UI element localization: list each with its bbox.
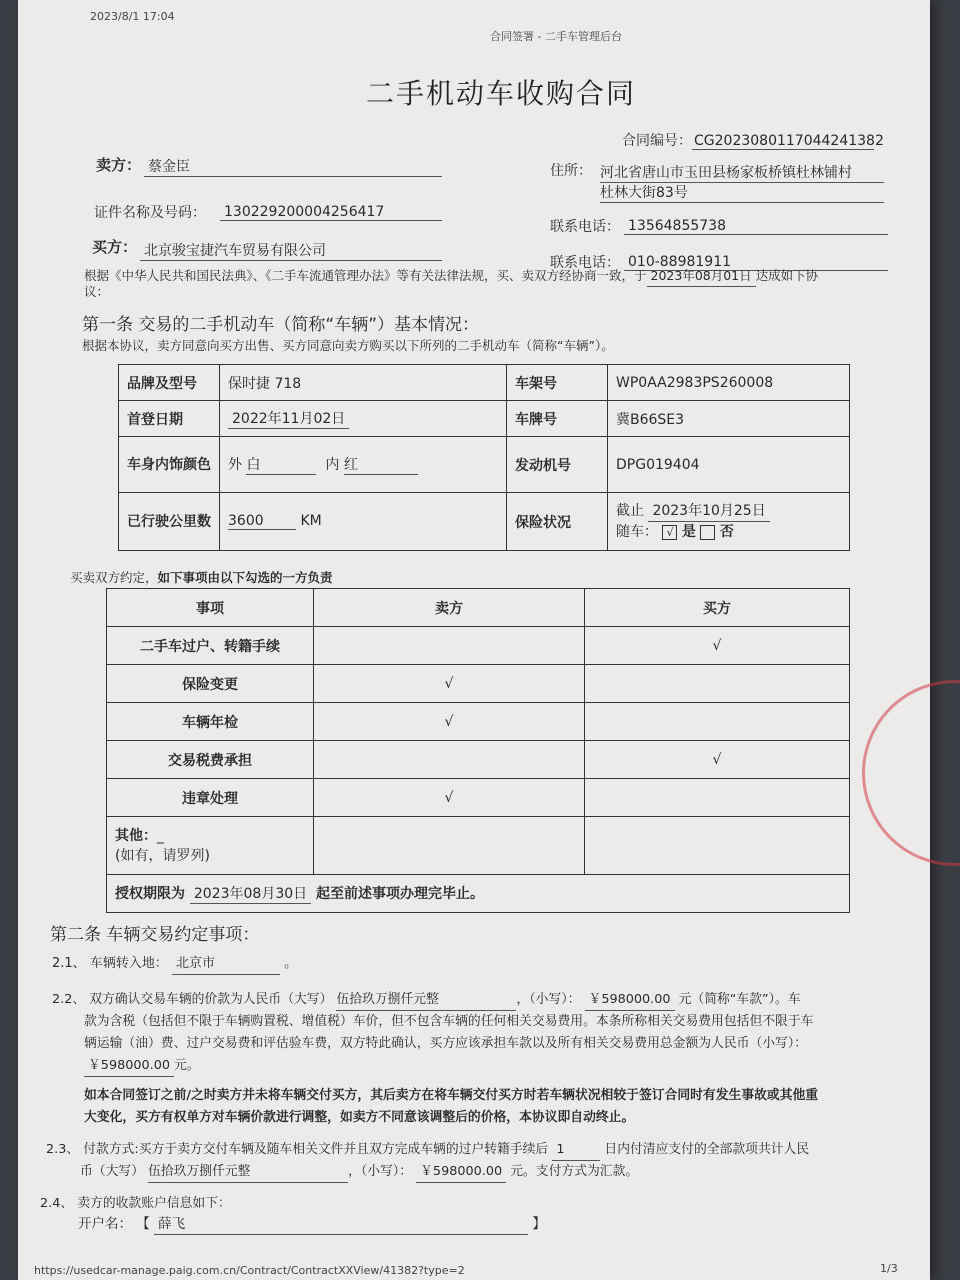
insurance-until: 2023年10月25日 (648, 501, 769, 522)
preamble-text-end: 达成如下协 (755, 268, 819, 283)
clause-2-3-line1 (46, 1140, 809, 1161)
table-row (107, 627, 850, 665)
vehicle-info-table (118, 364, 850, 551)
duty-seller-mark: √ (314, 779, 585, 817)
preamble-text: 根据《中华人民共和国民法典》、《二手车流通管理办法》等有关法律法规，买、卖双方经协商一致，于 (84, 268, 647, 283)
print-timestamp: 2023/8/1 17:04 (90, 10, 175, 23)
clause-2-2-line1 (52, 990, 801, 1011)
total-amount: ￥598000.00 (84, 1056, 174, 1077)
bracket-close: 】 (532, 1216, 546, 1232)
mileage-value: 3600 (228, 513, 296, 530)
duties-intro-b: 如下事项由以下勾选的一方负责 (157, 570, 333, 585)
insurance-yes-label: 是 (681, 524, 696, 540)
seller-address-line2: 杜林大街83号 (600, 182, 884, 203)
clause-text: ，（小写）： (516, 992, 581, 1007)
duty-buyer-mark (585, 703, 850, 741)
account-name-value: 薛飞 (154, 1214, 528, 1235)
insurance-no-label: 否 (719, 524, 734, 540)
auth-period-cell (107, 875, 850, 913)
duty-seller-mark (314, 741, 585, 779)
page-number: 1/3 (880, 1262, 898, 1275)
plate-label: 车牌号 (507, 401, 608, 437)
reg-date-label: 首登日期 (119, 401, 220, 437)
duty-item: 二手车过户、转籍手续 (107, 627, 314, 665)
col-buyer: 买方 (585, 589, 850, 627)
reg-date-value: 2022年11月02日 (228, 408, 349, 429)
clause-2-2-line4 (84, 1056, 200, 1077)
col-seller: 卖方 (314, 589, 585, 627)
duty-item: 交易税费承担 (107, 741, 314, 779)
clause-2-2-line2: 款为含税（包括但不限于车辆购置税、增值税）车价，但不包含车辆的任何相关交易费用。本条所称相关交易费用包括但不限于车 (84, 1014, 814, 1029)
preamble-line1 (84, 266, 818, 287)
clause-text: 付款方式:买方于卖方交付车辆及随车相关文件并且双方完成车辆的过户转籍手续后 (83, 1142, 549, 1157)
brand-label: 品牌及型号 (119, 365, 220, 401)
duty-seller-mark: √ (314, 665, 585, 703)
mileage-cell (220, 493, 507, 551)
buyer-phone-label: 联系电话： (550, 255, 620, 271)
clause-end: 。 (284, 956, 298, 971)
clause-text: 双方确认交易车辆的价款为人民币（大写） (89, 992, 333, 1007)
clause-no: 2.4、 (40, 1196, 74, 1211)
clause-text: 元。 (174, 1058, 200, 1073)
clause-no: 2.1、 (52, 956, 86, 971)
clause-text: ，（小写）： (348, 1164, 413, 1179)
article1-intro: 根据本协议，卖方同意向买方出售、买方同意向卖方购买以下所列的二手机动车（简称“车辆”）。 (82, 338, 614, 353)
duty-buyer-mark (585, 665, 850, 703)
auth-end: 起至前述事项办理完毕止。 (316, 886, 485, 902)
seller-id-label: 证件名称及号码： (94, 205, 206, 221)
table-row (107, 779, 850, 817)
other-label: 其他： (115, 827, 157, 844)
adjustment-clause-line2: 大变化，买方有权单方对车辆价款进行调整，如卖方不同意该调整后的价格，本协议即自动终止。 (84, 1110, 635, 1125)
exterior-color: 白 (246, 454, 316, 475)
seller-phone-value: 13564855738 (624, 218, 888, 235)
contract-no-label: 合同编号： (622, 133, 692, 149)
clause-2-4 (40, 1194, 231, 1214)
payment-uppercase: 伍拾玖万捌仟元整 (148, 1162, 348, 1183)
vin-label: 车架号 (507, 365, 608, 401)
page-url: https://usedcar-manage.paig.com.cn/Contract/ContractXXView/41382?type=2 (34, 1264, 465, 1277)
agreement-date: 2023年08月01日 (647, 266, 756, 287)
price-lowercase: ￥598000.00 (585, 990, 675, 1011)
duty-item: 违章处理 (107, 779, 314, 817)
other-seller (314, 817, 585, 875)
table-row (107, 703, 850, 741)
insurance-label: 保险状况 (507, 493, 608, 551)
color-label: 车身内饰颜色 (119, 437, 220, 493)
exterior-prefix: 外 (228, 457, 242, 473)
duty-item: 保险变更 (107, 665, 314, 703)
account-name-label: 开户名： (78, 1216, 132, 1232)
clause-text: 车辆转入地： (89, 956, 168, 971)
mileage-unit: KM (300, 513, 322, 529)
seller-address-line1: 河北省唐山市玉田县杨家板桥镇杜林铺村 (600, 162, 884, 183)
auth-date: 2023年08月30日 (190, 883, 311, 904)
duty-buyer-mark: √ (585, 741, 850, 779)
clause-no: 2.3、 (46, 1142, 80, 1157)
seller-phone-label: 联系电话： (550, 219, 620, 235)
clause-text: 日内付清应支付的全部款项共计人民 (604, 1142, 810, 1157)
other-value: _ (157, 827, 164, 844)
clause-2-3-line2 (80, 1162, 638, 1183)
insurance-no-checkbox (700, 525, 715, 540)
adjustment-clause-line1: 如本合同签订之前/之时卖方并未将车辆交付买方，其后卖方在将车辆交付买方时若车辆状况相较于签订合同时有发生事故或其他重 (84, 1088, 819, 1103)
duties-intro (70, 568, 333, 586)
clause-text: 元（简称“车款”）。车 (678, 992, 801, 1007)
vin-value: WP0AA2983PS260008 (608, 365, 850, 401)
transfer-city: 北京市 (172, 954, 280, 975)
seller-label: 卖方： (96, 156, 142, 174)
duties-table (106, 588, 850, 913)
clause-2-1 (52, 954, 297, 975)
engine-label: 发动机号 (507, 437, 608, 493)
insurance-cell (608, 493, 850, 551)
document-title: 二手机动车收购合同 (366, 77, 637, 110)
duty-buyer-mark (585, 779, 850, 817)
preamble-line2: 议： (84, 284, 110, 299)
contract-no-value: CG2023080117044241382 (694, 133, 884, 149)
duty-seller-mark: √ (314, 703, 585, 741)
clause-no: 2.2、 (52, 992, 86, 1007)
insurance-until-prefix: 截止 (616, 503, 644, 519)
seller-id-value: 130229200004256417 (220, 204, 442, 221)
page-title: 合同签署 - 二手车管理后台 (490, 30, 622, 43)
other-buyer (585, 817, 850, 875)
payment-lowercase: ￥598000.00 (416, 1162, 506, 1183)
other-note: (如有，请罗列) (115, 847, 210, 864)
insurance-follow-label: 随车： (616, 524, 658, 540)
price-uppercase: 伍拾玖万捌仟元整 (336, 990, 516, 1011)
auth-label: 授权期限为 (115, 886, 185, 902)
duties-intro-a: 买卖双方约定， (70, 570, 158, 585)
engine-value: DPG019404 (608, 437, 850, 493)
duty-seller-mark (314, 627, 585, 665)
payment-days: 1 (552, 1140, 600, 1161)
other-cell (107, 817, 314, 875)
account-name-row (78, 1214, 546, 1235)
clause-2-2-line3: 辆运输（油）费、过户交易费和评估验车费，双方特此确认，买方应该承担车款以及所有相关交易费用总金额为人民币（小写）： (84, 1036, 808, 1051)
buyer-name: 北京骏宝捷汽车贸易有限公司 (140, 240, 442, 261)
color-cell (220, 437, 507, 493)
mileage-label: 已行驶公里数 (119, 493, 220, 551)
interior-prefix: 内 (325, 457, 340, 473)
clause-text: 币（大写） (80, 1164, 144, 1179)
contract-no (622, 130, 884, 150)
article2-title: 第二条 车辆交易约定事项： (50, 925, 260, 945)
brand-value: 保时捷 718 (220, 365, 507, 401)
plate-value: 冀B66SE3 (608, 401, 850, 437)
reg-date-cell (220, 401, 507, 437)
table-row (107, 665, 850, 703)
insurance-yes-checkbox: √ (662, 525, 677, 540)
clause-text: 元。支付方式为汇款。 (510, 1164, 639, 1179)
buyer-phone-value: 010-88981911 (624, 254, 888, 271)
col-item: 事项 (107, 589, 314, 627)
seller-address-label: 住所： (550, 163, 592, 179)
bracket-open: 【 (136, 1216, 150, 1232)
buyer-label: 买方： (92, 238, 138, 256)
article1-title: 第一条 交易的二手机动车（简称“车辆”）基本情况： (82, 315, 480, 335)
clause-text: 卖方的收款账户信息如下： (77, 1196, 231, 1211)
interior-color: 红 (344, 454, 418, 475)
seller-name: 蔡金臣 (144, 156, 442, 177)
duty-buyer-mark: √ (585, 627, 850, 665)
duty-item: 车辆年检 (107, 703, 314, 741)
table-row (107, 741, 850, 779)
